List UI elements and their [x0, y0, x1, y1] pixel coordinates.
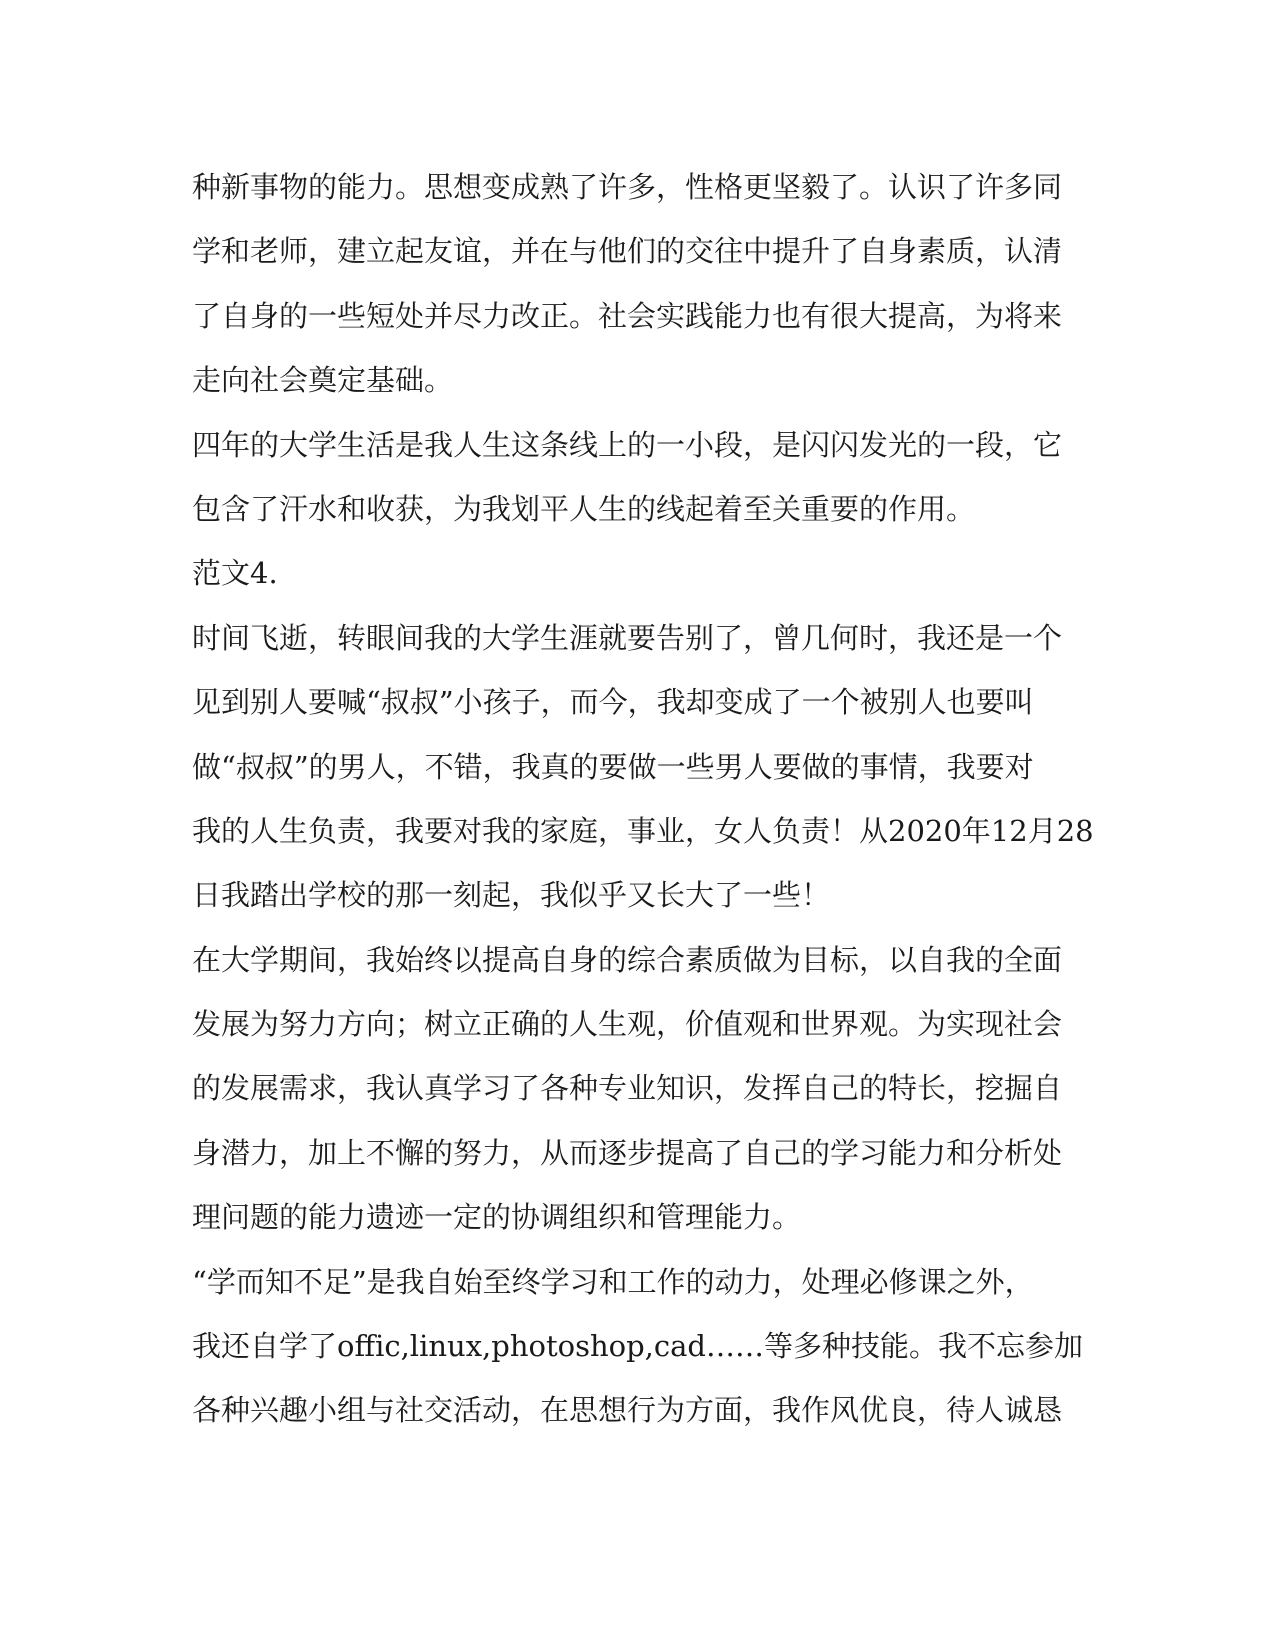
text-line: 在大学期间，我始终以提高自身的综合素质做为目标，以自我的全面 — [192, 942, 1063, 977]
text-line: 理问题的能力遗迹一定的协调组织和管理能力。 — [192, 1200, 802, 1235]
text-line: 见到别人要喊“叔叔”小孩子，而今，我却变成了一个被别人也要叫 — [192, 685, 1034, 720]
text-line: 学和老师，建立起友谊，并在与他们的交往中提升了自身素质，认清 — [192, 234, 1063, 269]
text-line: 日我踏出学校的那一刻起，我似乎又长大了一些！ — [192, 878, 831, 913]
text-line: 了自身的一些短处并尽力改正。社会实践能力也有很大提高，为将来 — [192, 298, 1063, 333]
text-line: 做“叔叔”的男人，不错，我真的要做一些男人要做的事情，我要对 — [192, 749, 1034, 784]
text-line: 包含了汗水和收获，为我划平人生的线起着至关重要的作用。 — [192, 491, 976, 526]
section-heading: 范文4. — [192, 556, 278, 591]
text-line: “学而知不足”是我自始至终学习和工作的动力，处理必修课之外， — [192, 1264, 1034, 1299]
text-line: 身潜力，加上不懈的努力，从而逐步提高了自己的学习能力和分析处 — [192, 1135, 1063, 1170]
text-line: 我的人生负责，我要对我的家庭，事业，女人负责！从2020年12月28 — [192, 813, 1094, 848]
text-line: 的发展需求，我认真学习了各种专业知识，发挥自己的特长，挖掘自 — [192, 1071, 1063, 1106]
text-line: 各种兴趣小组与社交活动，在思想行为方面，我作风优良，待人诚恳 — [192, 1393, 1063, 1428]
text-line: 发展为努力方向；树立正确的人生观，价值观和世界观。为实现社会 — [192, 1007, 1063, 1042]
text-line: 种新事物的能力。思想变成熟了许多，性格更坚毅了。认识了许多同 — [192, 170, 1063, 204]
text-line: 我还自学了offic,linux,photoshop,cad……等多种技能。我不忘参加 — [192, 1329, 1083, 1364]
text-line: 走向社会奠定基础。 — [192, 363, 454, 398]
text-line: 时间飞逝，转眼间我的大学生涯就要告别了，曾几何时，我还是一个 — [192, 620, 1063, 655]
document-body — [192, 155, 1092, 1443]
text-line: 四年的大学生活是我人生这条线上的一小段，是闪闪发光的一段，它 — [192, 427, 1063, 462]
